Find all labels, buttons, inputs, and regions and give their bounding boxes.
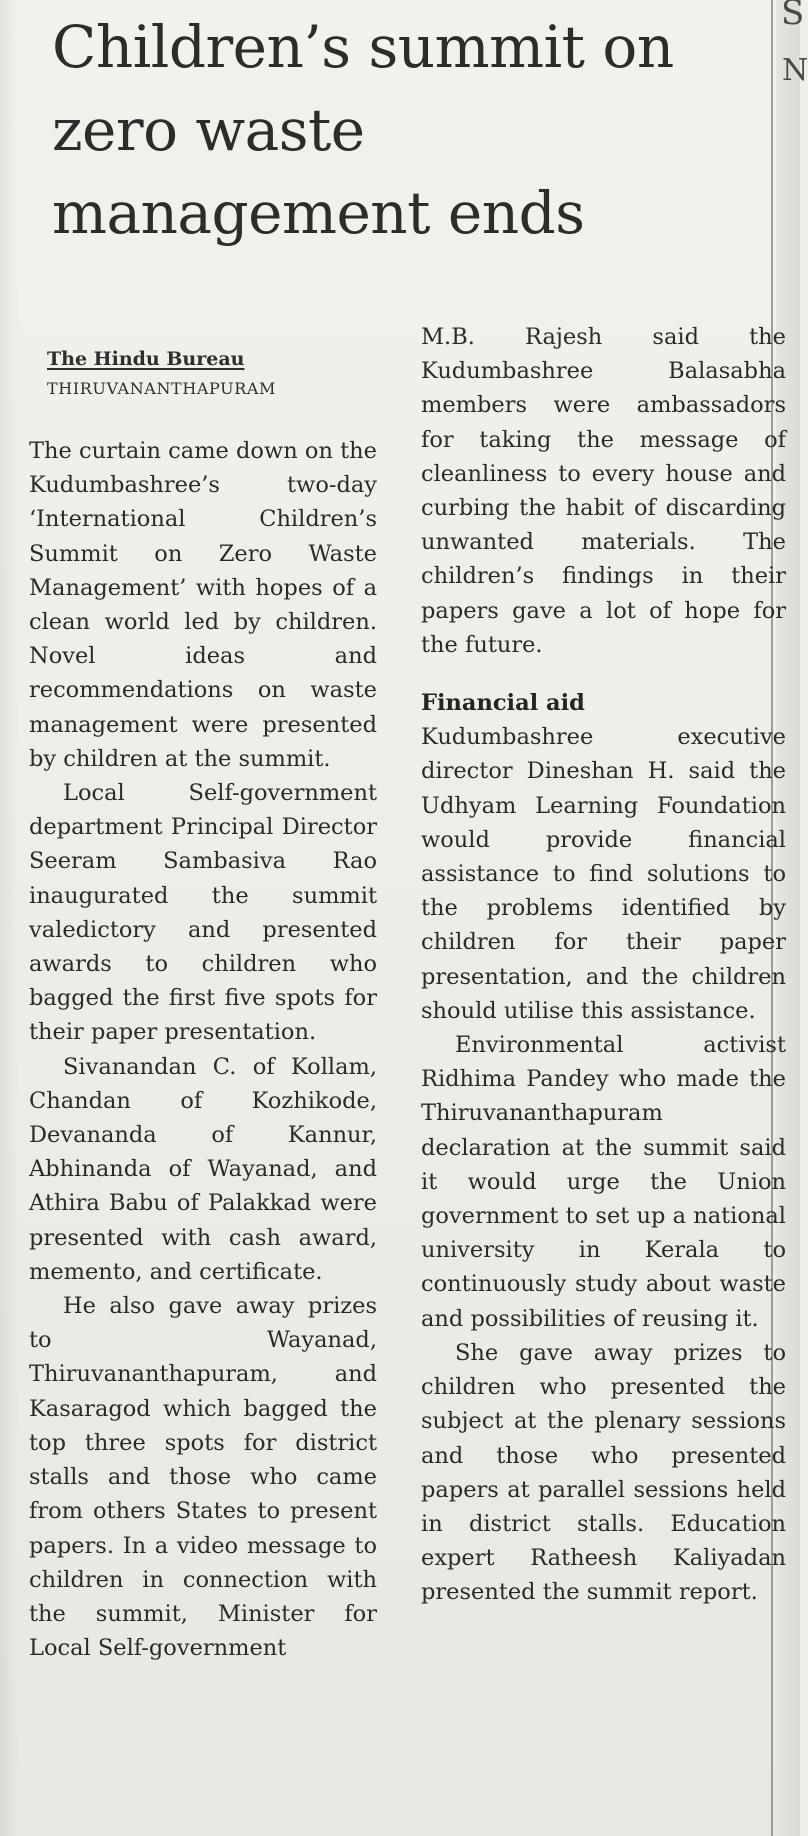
page-shadow xyxy=(0,0,18,1836)
article-dateline: THIRUVANANTHAPURAM xyxy=(47,379,276,398)
article-right-column xyxy=(421,320,786,1610)
article-byline: The Hindu Bureau xyxy=(47,348,245,370)
article-subhead: Financial aid xyxy=(421,690,585,717)
body-paragraph: The curtain came down on the Kudumbashree’s two-day ‘International Children’s Summit on Zero Waste Management’ with hopes of a clean world led by children. Novel ideas and recommendations on waste management were presented by children at the summit. xyxy=(29,438,377,772)
body-paragraph: Environmental activist Ridhima Pandey who made the Thiruvananthapuram declaration at the summit said it would urge the Union government to set up a national university in Kerala to continuously study about waste and possibilities of reusing it. xyxy=(421,1032,786,1332)
body-paragraph: She gave away prizes to children who presented the subject at the plenary sessions and those who presented papers at parallel sessions held in district stalls. Education expert Ratheesh Kaliyadan presented the summit report. xyxy=(421,1339,786,1606)
body-paragraph: He also gave away prizes to Wayanad, Thiruvananthapuram, and Kasaragod which bagged the top three spots for district stalls and those who came from others States to present papers. In a video message to children in connection with the summit, Minister for Local Self-government xyxy=(29,1293,377,1662)
adjacent-article-fragment: S xyxy=(781,0,805,33)
adjacent-article-fragment: N xyxy=(782,53,808,88)
body-paragraph: M.B. Rajesh said the Kudumbashree Balasabha members were ambassadors for taking the message of cleanliness to every house and curbing the habit of discarding unwanted materials. The children’s findings in their papers gave a lot of hope for the future. xyxy=(421,324,786,658)
body-paragraph: Local Self-government department Principal Director Seeram Sambasiva Rao inaugurated the summit valedictory and presented awards to children who bagged the first five spots for their paper presentation. xyxy=(29,780,377,1046)
article-left-column xyxy=(29,434,377,1665)
body-paragraph: Sivanandan C. of Kollam, Chandan of Kozhikode, Devananda of Kannur, Abhinanda of Wayanad, and Athira Babu of Palakkad were presented with cash award, memento, and certificate. xyxy=(29,1053,377,1285)
body-paragraph: Kudumbashree executive director Dineshan H. said the Udhyam Learning Foundation would provide financial assistance to find solutions to the problems identified by children for their paper presentation, and the children should utilise this assistance. xyxy=(421,724,786,1024)
article-headline: Children’s summit on zero waste management ends xyxy=(52,13,674,247)
